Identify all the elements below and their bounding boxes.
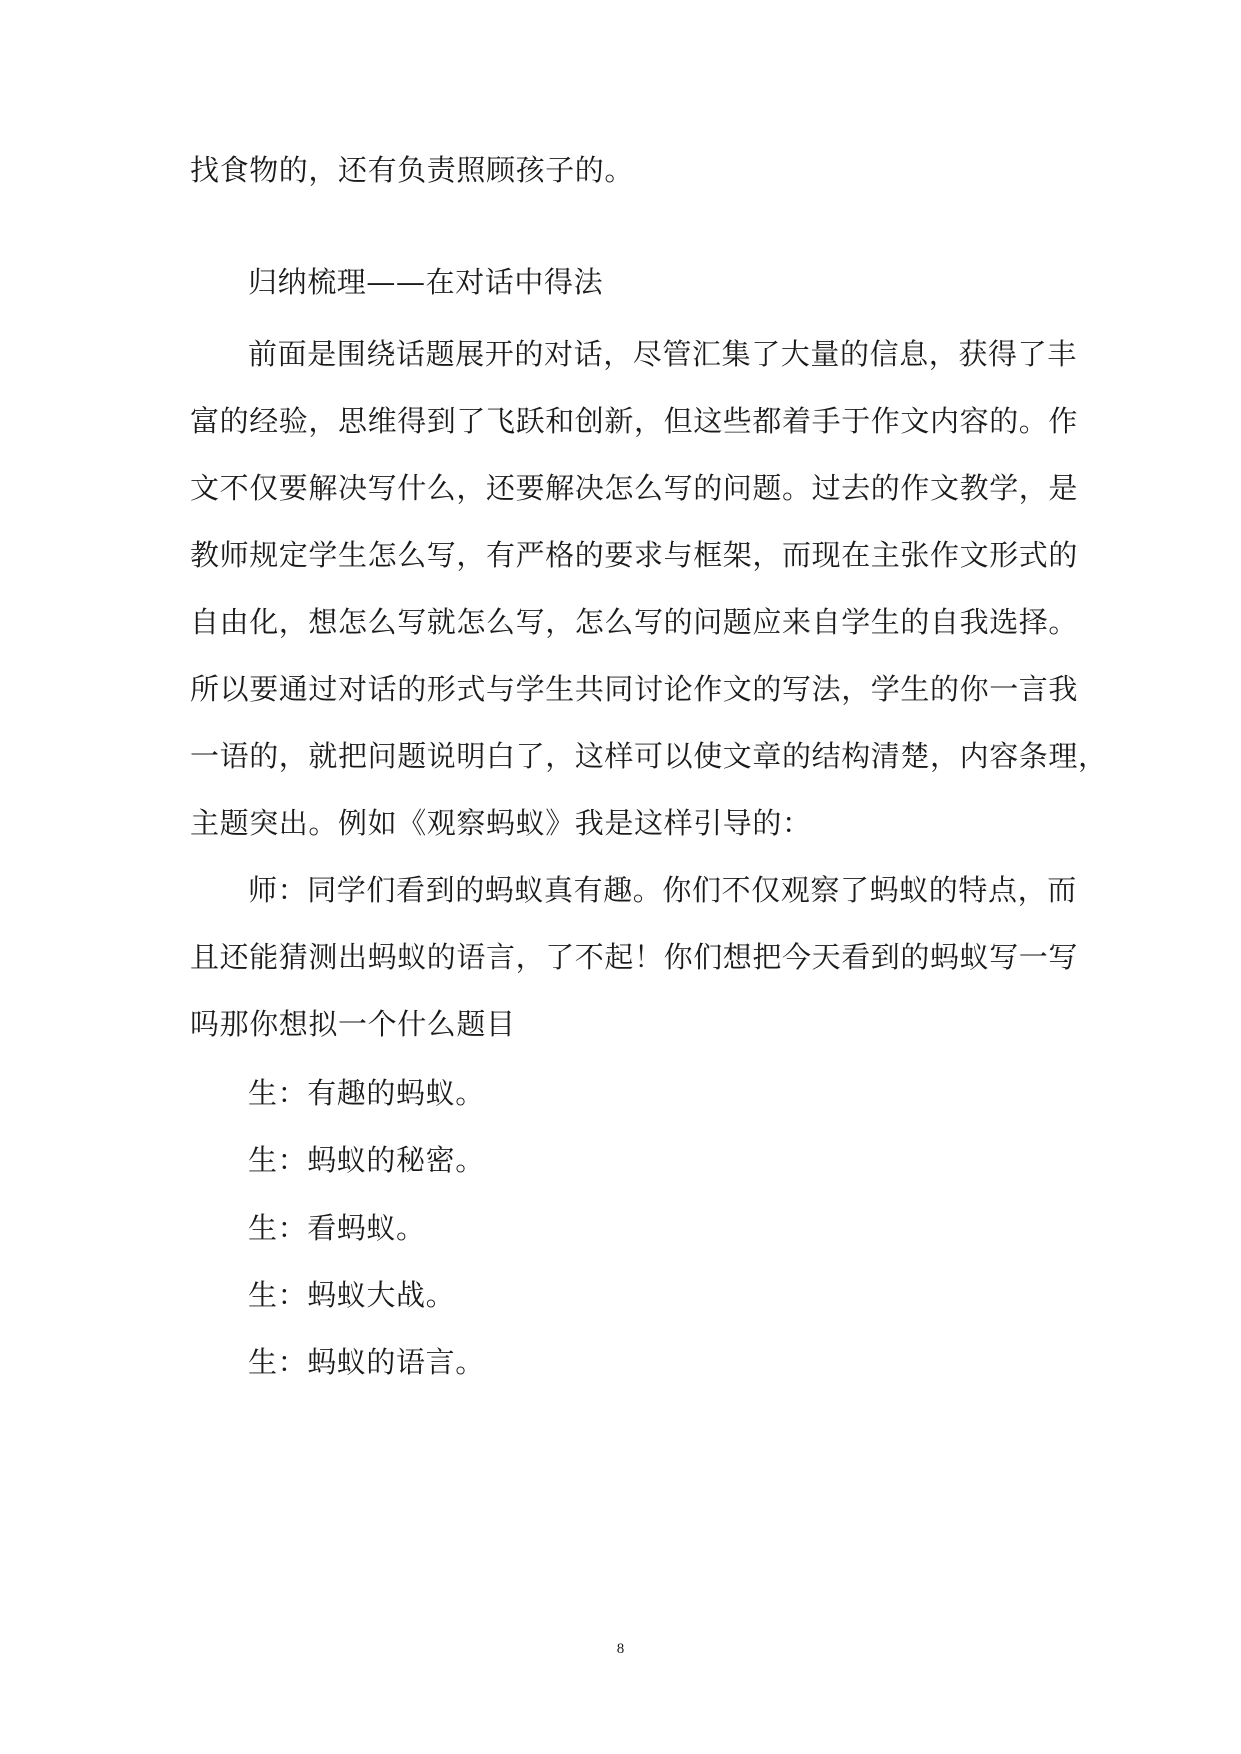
text-line: 教师规定学生怎么写，有严格的要求与框架，而现在主张作文形式的 xyxy=(190,538,1079,572)
text-line: 所以要通过对话的形式与学生共同讨论作文的写法，学生的你一言我 xyxy=(190,672,1079,706)
dialogue-line: 且还能猜测出蚂蚁的语言，了不起！你们想把今天看到的蚂蚁写一写 xyxy=(190,940,1079,974)
dialogue-line: 生：蚂蚁的秘密。 xyxy=(248,1143,485,1177)
dialogue-line: 生：有趣的蚂蚁。 xyxy=(248,1076,485,1110)
text-line: 前面是围绕话题展开的对话，尽管汇集了大量的信息，获得了丰 xyxy=(248,337,1077,371)
dialogue-line: 生：蚂蚁大战。 xyxy=(248,1278,456,1312)
dialogue-line: 生：蚂蚁的语言。 xyxy=(248,1345,485,1379)
text-line: 一语的，就把问题说明白了，这样可以使文章的结构清楚，内容条理， xyxy=(190,739,1108,773)
page-number: 8 xyxy=(616,1641,625,1657)
dialogue-line: 吗那你想拟一个什么题目 xyxy=(190,1007,516,1041)
section-heading: 归纳梳理——在对话中得法 xyxy=(248,265,604,299)
dialogue-line: 师：同学们看到的蚂蚁真有趣。你们不仅观察了蚂蚁的特点，而 xyxy=(248,873,1077,907)
text-line: 文不仅要解决写什么，还要解决怎么写的问题。过去的作文教学，是 xyxy=(190,471,1079,505)
text-line: 自由化，想怎么写就怎么写，怎么写的问题应来自学生的自我选择。 xyxy=(190,605,1079,639)
text-line: 富的经验，思维得到了飞跃和创新，但这些都着手于作文内容的。作 xyxy=(190,404,1079,438)
dialogue-line: 生：看蚂蚁。 xyxy=(248,1211,426,1245)
text-line: 主题突出。例如《观察蚂蚁》我是这样引导的： xyxy=(190,806,812,840)
text-line: 找食物的，还有负责照顾孩子的。 xyxy=(190,153,635,187)
